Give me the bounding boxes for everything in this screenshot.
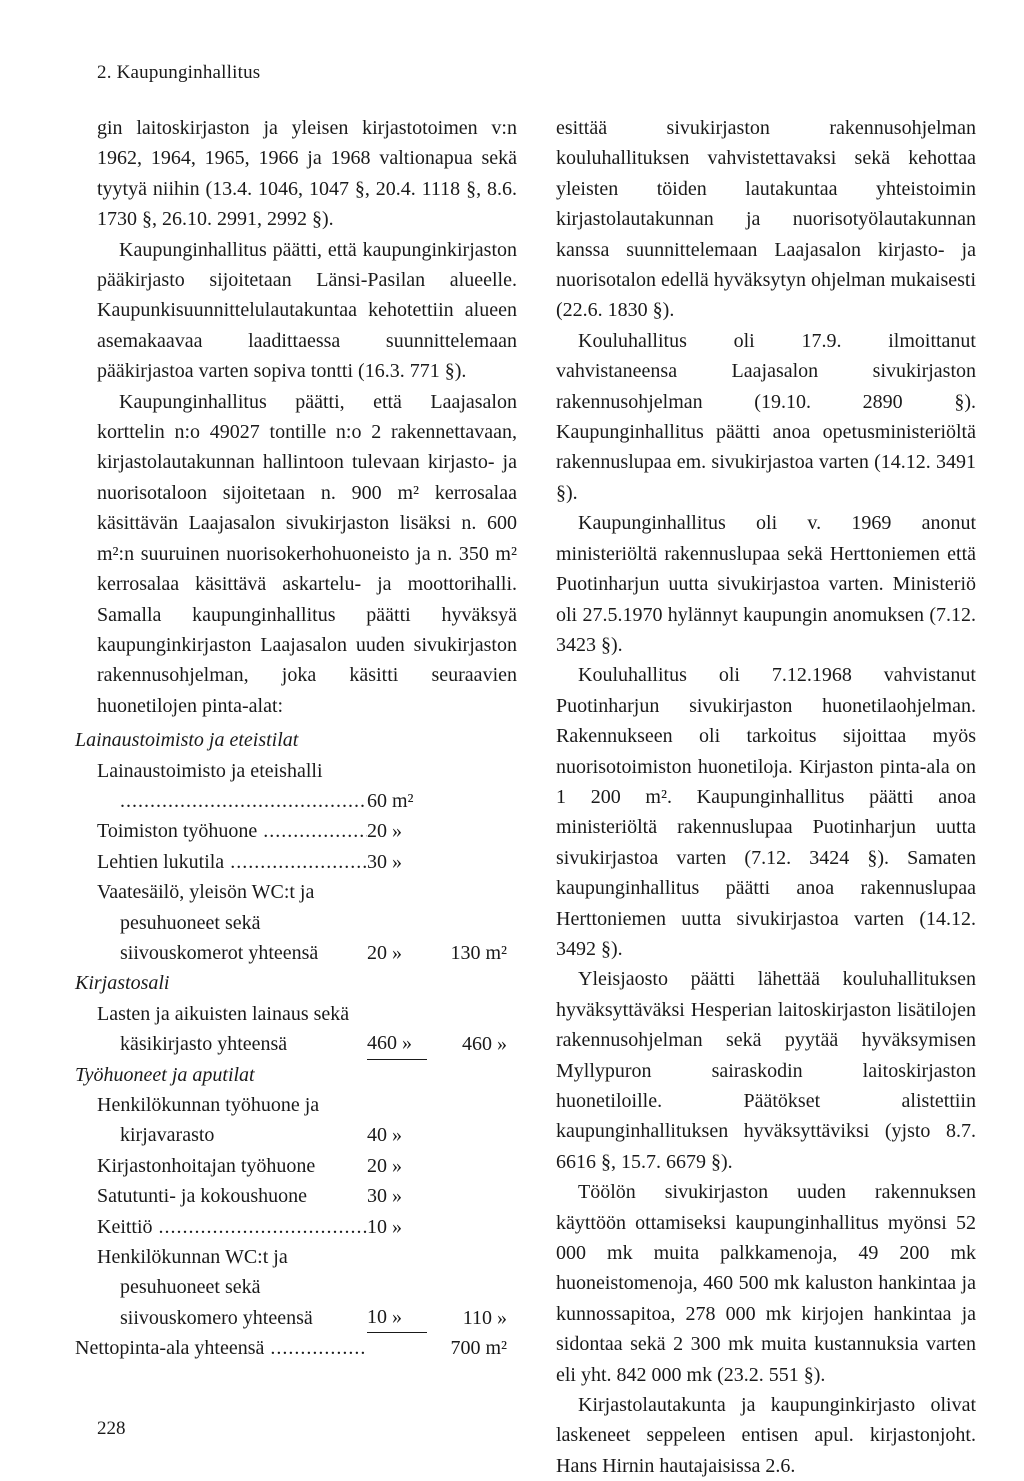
left-paragraph-3: Kaupunginhallitus päätti, että Laajasalon korttelin n:o 49027 tontille n:o 2 rakennettavaan, kirjastolautakunnan hallintoon tulevaan kirjasto- ja nuorisotaloon sijoitetaan n. 900 m² kerrosalaa käsittävän Laajasalon sivukirjaston lisäksi n. 600 m²:n suuruinen nuorisokerhohuoneisto ja n. 350 m² kerrosalaa käsittävä askartelu- ja moottorihalli. Samalla kaupunginhallitus päätti hyväksyä kaupunginkirjaston Laajasalon uuden sivukirjaston rakennusohjelman, joka käsitti seuraavien huonetilojen pinta-alat: — [97, 390, 517, 717]
left-column — [75, 113, 517, 1364]
table-row — [75, 816, 517, 846]
table-row — [75, 1212, 517, 1242]
table-row — [75, 877, 517, 968]
left-paragraph-1: gin laitoskirjaston ja yleisen kirjastotoimen v:n 1962, 1964, 1965, 1966 ja 1968 valtionapua sekä tyytyä niihin (13.4. 1046, 1047 §, 20.4. 1118 §, 8.6. 1730 §, 26.10. 2991, 2992 §). — [97, 117, 517, 231]
row-label: Toimiston työhuone ..... — [97, 816, 367, 846]
row-value: 30 » — [367, 850, 402, 873]
row-value: 20 » — [367, 820, 402, 843]
running-head: 2. Kaupunginhallitus — [97, 62, 261, 83]
row-value: 60 m² — [367, 789, 414, 812]
table-row — [75, 847, 517, 877]
row-subtotal: 130 m² — [450, 941, 507, 964]
right-paragraph-6: Töölön sivukirjaston uuden rakennuksen käyttöön ottamiseksi kaupunginhallitus myönsi 52 000 mk muita palkkamenoja, 49 200 mk huoneistomenoja, 460 500 mk kaluston hankintaa ja kunnossapitoa, 278 000 mk kirjojen hankintaa ja sidontaa sekä 2 300 mk muita kustannuksia varten eli yht. 842 000 mk (23.2. 551 §). — [556, 1181, 976, 1386]
right-column — [556, 113, 976, 1481]
row-label: Henkilökunnan työhuone ja kirjavarasto — [97, 1094, 320, 1147]
section-head-library-hall: Kirjastosali — [75, 972, 170, 995]
room-area-table — [75, 725, 517, 1364]
row-subtotal: 460 » — [462, 1033, 507, 1056]
right-paragraph-2: Kouluhallitus oli 17.9. ilmoittanut vahvistaneensa Laajasalon sivukirjaston rakennusohjelman (19.10. 2890 §). Kaupunginhallitus päätti anoa opetusministeriöltä rakennuslupaa em. sivukirjastoa varten (14.12. 3491 §). — [556, 329, 976, 504]
table-row — [75, 1181, 517, 1211]
section-head-workrooms: Työhuoneet ja aputilat — [75, 1063, 255, 1086]
right-paragraph-3: Kaupunginhallitus oli v. 1969 anonut ministeriöltä rakennuslupaa sekä Herttoniemen että Puotinharjun uutta sivukirjastoa varten. Ministeriö oli 27.5.1970 hylännyt kaupungin anomuksen (7.12. 3423 §). — [556, 512, 976, 656]
row-subtotal: 110 » — [462, 1306, 507, 1329]
row-label: Vaatesäilö, yleisön WC:t ja pesuhuoneet sekä siivouskomerot yhteensä — [97, 881, 319, 964]
row-label: Lasten ja aikuisten lainaus sekä käsikirjasto yhteensä — [97, 1002, 350, 1056]
row-value: 30 » — [367, 1185, 402, 1208]
total-value: 700 m² — [450, 1337, 507, 1360]
row-value: 40 » — [367, 1124, 402, 1147]
table-row — [75, 999, 517, 1060]
row-value: 10 » — [367, 1302, 427, 1333]
row-label: Satutunti- ja kokoushuone — [97, 1185, 307, 1208]
table-row — [75, 1242, 517, 1333]
right-paragraph-5: Yleisjaosto päätti lähettää kouluhallituksen hyväksyttäväksi Hesperian laitoskirjaston lisätilojen rakennusohjelman sekä pyytää hyväksymisen Myllypuron sairaskodin laitoskirjaston huonetiloille. Päätökset alistettiin kaupunginhallituksen hyväksyttäviksi (yjsto 8.7. 6616 §, 15.7. 6679 §). — [556, 968, 976, 1173]
row-value: 10 » — [367, 1215, 402, 1238]
page-number: 228 — [97, 1418, 126, 1439]
row-label: Henkilökunnan WC:t ja pesuhuoneet sekä siivouskomero yhteensä — [97, 1246, 313, 1329]
row-value: 20 » — [367, 1154, 402, 1177]
row-label: Lainaustoimisto ja eteishalli ..... — [97, 756, 367, 817]
total-row — [75, 1333, 517, 1363]
total-label: Nettopinta-ala yhteensä ..... — [75, 1333, 367, 1363]
right-paragraph-7: Kirjastolautakunta ja kaupunginkirjasto olivat laskeneet seppeleen entisen apul. kirjastonjoht. Hans Hirnin hautajaisissa 2.6. — [556, 1394, 976, 1477]
table-row — [75, 756, 517, 817]
right-paragraph-1: esittää sivukirjaston rakennusohjelman kouluhallituksen vahvistettavaksi sekä kehottaa yleisten töiden lautakuntaa yhteistoimin kirjastolautakunnan ja nuorisotyölautakunnan kanssa suunnittelemaan Laajasalon kirjasto- ja nuorisotalon edellä hyväksytyn ohjelman mukaisesti (22.6. 1830 §). — [556, 117, 976, 322]
table-row — [75, 1151, 517, 1181]
row-label: Lehtien lukutila ..... — [97, 847, 367, 877]
left-paragraph-2: Kaupunginhallitus päätti, että kaupunginkirjaston pääkirjasto sijoitetaan Länsi-Pasilan alueelle. Kaupunkisuunnittelulautakuntaa kehotettiin alueen asemakaavaa laadittaessa suunnittelemaan pääkirjastoa varten sopiva tontti (16.3. 771 §). — [97, 238, 517, 383]
row-label: Kirjastonhoitajan työhuone — [97, 1154, 316, 1177]
section-head-lending: Lainaustoimisto ja eteistilat — [75, 729, 299, 752]
right-paragraph-4: Kouluhallitus oli 7.12.1968 vahvistanut Puotinharjun sivukirjaston huonetilaohjelman. Rakennukseen oli tarkoitus sijoittaa myös nuorisotoimiston huonetiloja. Kirjaston pinta-ala on 1 200 m². Kaupunginhallitus päätti anoa ministeriöltä rakennuslupaa Puotinharjun uutta sivukirjastoa varten (7.12. 3424 §). Samaten kaupunginhallitus päätti anoa rakennuslupaa Herttoniemen uutta sivukirjastoa varten (14.12. 3492 §). — [556, 664, 976, 960]
table-row — [75, 1090, 517, 1151]
row-value: 460 » — [367, 1028, 427, 1059]
row-value: 20 » — [367, 941, 402, 964]
row-label: Keittiö ..... — [97, 1212, 367, 1242]
